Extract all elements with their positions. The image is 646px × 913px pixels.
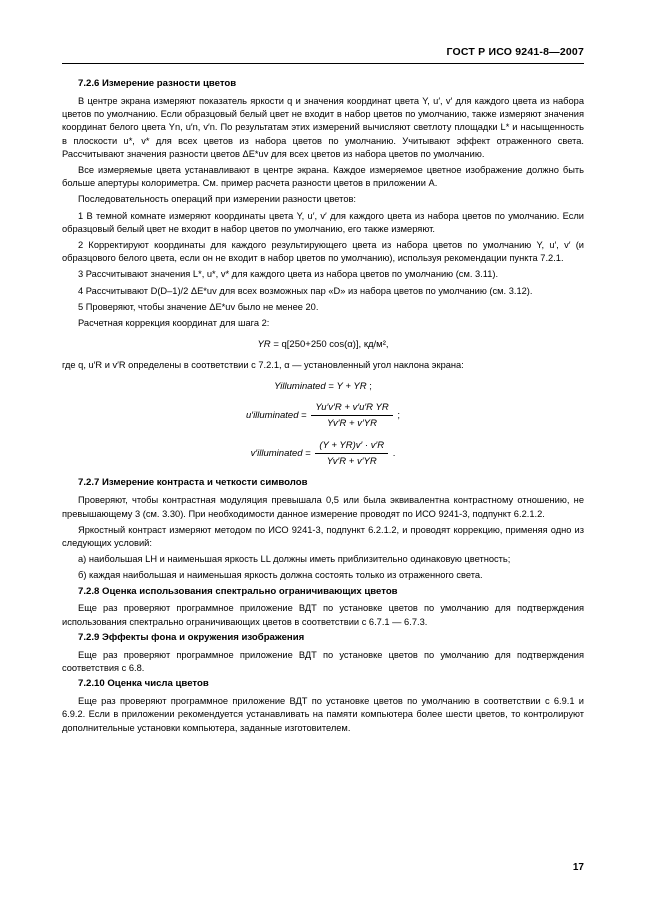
header-rule xyxy=(62,63,584,64)
formula-rhs: Y + YR xyxy=(336,381,367,393)
paragraph: 1 В темной комнате измеряют координаты цвета Y, u′, v′ для каждого цвета из набора цветов по умолчанию. Если образцовый белый цвет не входит в набор цветов по умолчанию, его также измеряют. xyxy=(62,210,584,234)
paragraph: Проверяют, чтобы контрастная модуляция превышала 0,5 или была эквивалентна контрастному отношению, не превышающему 3 (см. 3.30). При необходимости данное измерение проводят по ИСО 9241-3, подпункт 6.2.1.2. xyxy=(62,495,584,519)
paragraph: Последовательность операций при измерении разности цветов: xyxy=(78,194,357,205)
paragraph: 3 Рассчитывают значения L*, u*, v* для каждого цвета из набора цветов по умолчанию (см. 3.11). xyxy=(78,269,499,280)
paragraph: Еще раз проверяют программное приложение ВДТ по установке цветов по умолчанию в соответствии с 6.9.1 и 6.9.2. Если в приложении рекомендуется устанавливать на памяти компьютера более шести цветов, то контролируют дополнительные установки компьютера, заданные изготовителем. xyxy=(62,696,584,733)
paragraph: Яркостный контраст измеряют методом по ИСО 9241-3, подпункт 6.2.1.2, и проводят коррекцию, применяя одно из следующих условий: xyxy=(62,524,584,548)
paragraph: а) наибольшая LH и наименьшая яркость LL должны иметь приблизительно одинаковую цветность; xyxy=(78,554,511,565)
page-number: 17 xyxy=(572,862,584,873)
paragraph: 4 Рассчитывают D(D–1)/2 ΔE*uv для всех возможных пар «D» из набора цветов по умолчанию (см. 3.12). xyxy=(78,285,533,296)
paragraph: Все измеряемые цвета устанавливают в центре экрана. Каждое измеряемое цветное изображение должно быть больше апертуры колориметра. См. пример расчета разности цветов в приложении А. xyxy=(62,164,584,189)
formula-y-illuminated: Yilluminated = Y + YR ; xyxy=(274,381,372,393)
formula-fraction xyxy=(315,439,388,468)
formula-denominator: Yv′R + v′YR xyxy=(326,456,377,468)
section-heading-728: 7.2.8 Оценка использования спектрально ограничивающих цветов xyxy=(78,585,398,597)
section-heading-726: 7.2.6 Измерение разности цветов xyxy=(78,78,237,89)
formula-numerator: Yu′v′R + v′u′R YR xyxy=(311,401,392,416)
formula-lhs: u′illuminated xyxy=(246,410,299,422)
formula-yr xyxy=(62,339,584,350)
paragraph: б) каждая наибольшая и наименьшая яркость должна состоять только из отраженного света. xyxy=(78,570,483,581)
section-heading-7210: 7.2.10 Оценка числа цветов xyxy=(78,678,209,690)
paragraph: Еще раз проверяют программное приложение ВДТ по установке цветов по умолчанию для подтверждения соответствия с 6.8. xyxy=(62,649,584,674)
page-header: ГОСТ Р ИСО 9241-8—2007 xyxy=(446,46,584,58)
formula-yr-lhs: YR xyxy=(257,339,271,351)
paragraph: В центре экрана измеряют показатель яркости q и значения координат цвета Y, u′, v′ для каждого цвета из набора цветов по умолчанию. Если образцовый белый цвет не входит в набор цветов по умолчанию, также измеряют значения координат белого цвета Yn, u′n, v′n. По результатам этих измерений вычисляют светлоту площадки L* и насыщенность в плоскости u*, v* для всех цветов из набора цветов по умолчанию. Учитывают эффект отраженного света. Рассчитывают значения разности цветов ΔE*uv для всех цветов из набора цветов по умолчанию. xyxy=(62,95,584,159)
formula-v-illuminated: v′illuminated = $\frac{(Y + YR)v' \cdot v'R}{Yv'R + v'YR}$ . xyxy=(250,440,396,468)
formula-fraction xyxy=(311,401,392,430)
formula-lhs: Yilluminated xyxy=(274,381,326,393)
paragraph: 5 Проверяют, чтобы значение ΔE*uv было не менее 20. xyxy=(78,301,319,312)
section-heading-727: 7.2.7 Измерение контраста и четкости символов xyxy=(78,477,308,489)
formula-denominator: Yv′R + v′YR xyxy=(327,418,377,430)
paragraph: Расчетная коррекция координат для шага 2: xyxy=(78,317,270,328)
formula-numerator: (Y + YR)v′ · v′R xyxy=(315,439,388,454)
formula-lhs: v′illuminated xyxy=(250,448,303,460)
formula-yr-rhs: = q[250+250 cos(α)], кд/м², xyxy=(273,339,389,351)
document-body xyxy=(62,78,584,738)
formula-u-illuminated: u′illuminated = $\frac{\text{Yu′v′R + v′u′R YR}}{Yv'R + v'YR}$ ; xyxy=(246,402,400,430)
section-heading-729: 7.2.9 Эффекты фона и окружения изображения xyxy=(78,631,305,643)
paragraph: Еще раз проверяют программное приложение ВДТ по установке цветов по умолчанию для подтверждения использования спектрально ограничивающих цветов в соответствии с 6.7.1 — 6.7.3. xyxy=(62,603,584,627)
paragraph: где q, u′R и v′R определены в соответствии с 7.2.1, α — установленный угол наклона экрана: xyxy=(62,360,464,371)
paragraph: 2 Корректируют координаты для каждого результирующего цвета из набора цветов по умолчанию Y, u′, v′ (и образцового белого цвета, если он не входит в набор цветов по умолчанию), используя рекомендации пункта 7.2.1. xyxy=(62,239,584,264)
